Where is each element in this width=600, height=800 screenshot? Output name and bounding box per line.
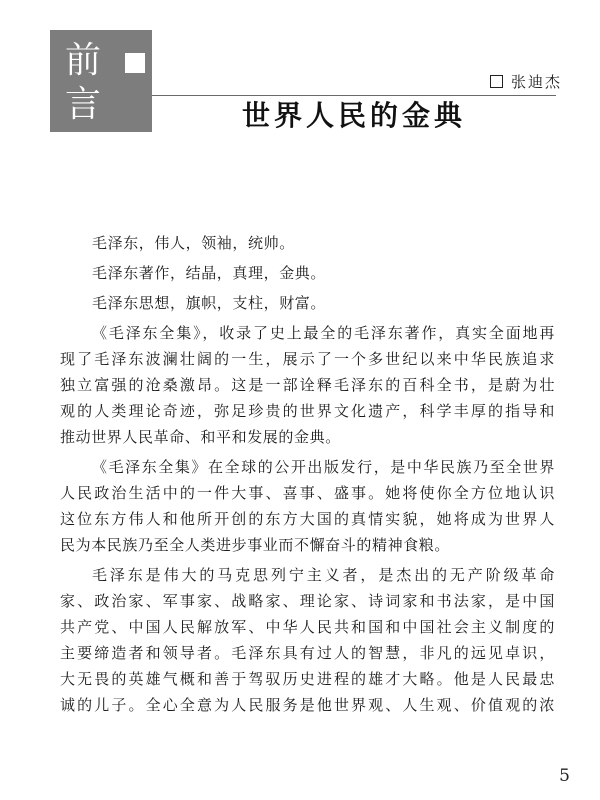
- text-line: 毛泽东是伟大的马克思列宁主义者，是杰出的无产阶级革命: [92, 566, 555, 584]
- text-line: 民为本民族乃至全人类进步事业而不懈奋斗的精神食粮。: [60, 536, 451, 554]
- text-line: 毛泽东著作，结晶，真理，金典。: [92, 264, 327, 282]
- white-square-ornament: [125, 53, 145, 73]
- text-line: 独立富强的沧桑激昂。这是一部诠释毛泽东的百科全书，是蔚为壮: [60, 376, 555, 394]
- text-line: 现了毛泽东波澜壮阔的一生，展示了一个多世纪以来中华民族追求: [60, 350, 555, 368]
- text-line: 诚的儿子。全心全意为人民服务是他世界观、人生观、价值观的浓: [60, 696, 555, 714]
- text-line: 毛泽东思想，旗帜，支柱，财富。: [92, 294, 327, 312]
- text-line: 家、政治家、军事家、战略家、理论家、诗词家和书法家，是中国: [60, 592, 555, 610]
- header-rule: [152, 95, 556, 96]
- text-line: 《毛泽东全集》，收录了史上最全的毛泽东著作，真实全面地再: [92, 324, 555, 342]
- text-line: 主要缔造者和领导者。毛泽东具有过人的智慧，非凡的远见卓识，: [60, 644, 555, 662]
- page-title: 世界人民的金典: [242, 99, 467, 132]
- body-text: [60, 230, 555, 718]
- text-line: 毛泽东，伟人，领袖，统帅。: [92, 234, 295, 252]
- text-line: 这位东方伟人和他所开创的东方大国的真情实貌，她将成为世界人: [60, 510, 555, 528]
- author-byline: [490, 72, 562, 92]
- author-name: 张迪杰: [510, 73, 562, 91]
- text-line: 推动世界人民革命、和平和发展的金典。: [60, 428, 341, 446]
- text-line: 《毛泽东全集》在全球的公开出版发行，是中华民族乃至全世界: [92, 458, 555, 476]
- square-bullet-icon: [490, 75, 503, 88]
- page-number: 5: [559, 766, 570, 786]
- text-line: 观的人类理论奇迹，弥足珍贵的世界文化遗产，科学丰厚的指导和: [60, 402, 555, 420]
- section-label-char-2: 言: [64, 84, 101, 125]
- text-line: 人民政治生活中的一件大事、喜事、盛事。她将使你全方位地认识: [60, 484, 555, 502]
- text-line: 大无畏的英雄气概和善于驾驭历史进程的雄才大略。他是人民最忠: [60, 670, 555, 688]
- text-line: 共产党、中国人民解放军、中华人民共和国和中国社会主义制度的: [60, 618, 555, 636]
- section-label-block: [50, 30, 152, 132]
- section-label-char-1: 前: [64, 40, 101, 81]
